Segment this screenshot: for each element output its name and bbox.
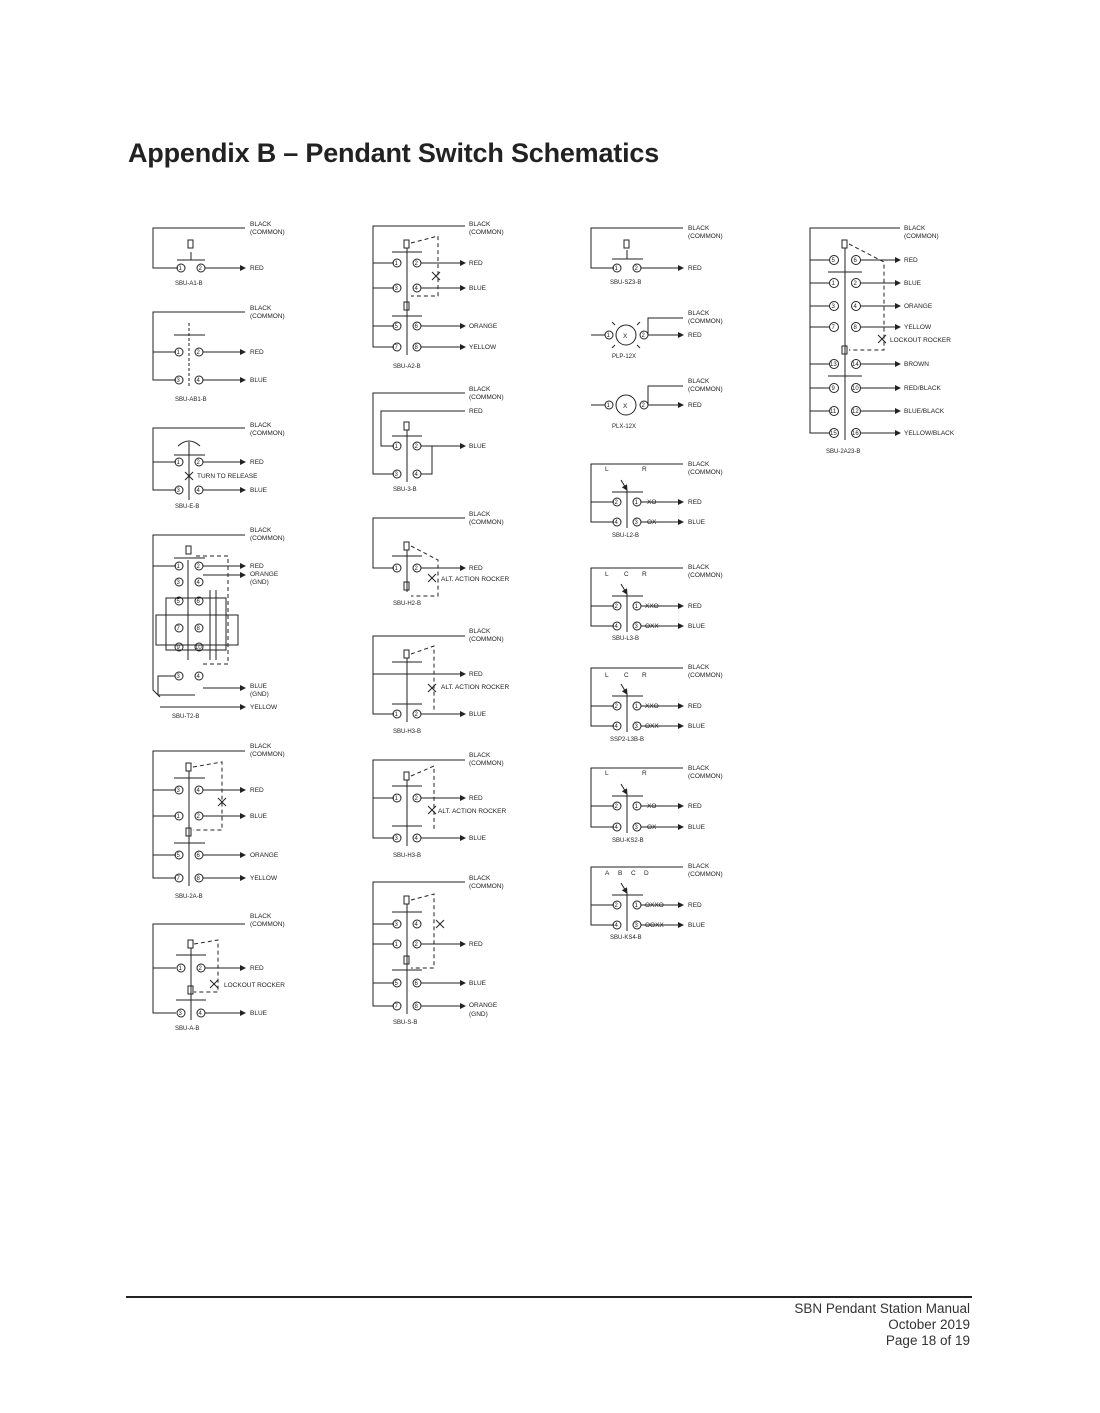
sbu-ks4-b-code-1: OXXO: [645, 902, 664, 909]
sbu-2a23-b-yellow-black-label: YELLOW/BLACK: [904, 430, 955, 437]
terminal-number: 3: [634, 923, 638, 929]
terminal-number: 6: [196, 853, 200, 859]
terminal-number: 4: [414, 836, 418, 842]
sbu-2a-b-black-label: BLACK: [250, 743, 272, 750]
sbu-2a23-b-black-label: BLACK: [904, 225, 926, 232]
terminal-number: 1: [394, 942, 398, 948]
plx-12x-common-label: (COMMON): [688, 386, 723, 393]
terminal-number: 1: [606, 403, 610, 409]
terminal-number: 2: [414, 712, 418, 718]
terminal-number: 4: [198, 1011, 202, 1017]
sbu-a-b-red-label: RED: [250, 965, 264, 972]
sbu-l3-b-common-label: (COMMON): [688, 572, 723, 579]
sbu-3-b-caption: SBU-3-B: [393, 487, 417, 493]
ssp2-l3b-b-common-label: (COMMON): [688, 672, 723, 679]
sbu-s-b-blue-label: BLUE: [469, 980, 486, 987]
plp-12x-lamp-symbol: X: [623, 333, 628, 340]
schematic-sbu-a2-b: [373, 226, 465, 355]
sbu-a2-b-orange-label: ORANGE: [469, 323, 498, 330]
sbu-2a23-b-brown-label: BROWN: [904, 361, 929, 368]
sbu-s-b-orange-label: ORANGE: [469, 1002, 498, 1009]
terminal-number: 1: [634, 704, 638, 710]
sbu-s-b-red-label: RED: [469, 941, 483, 948]
sbu-3-b-red-label: RED: [469, 408, 483, 415]
sbu-2a23-b-blue-label: BLUE: [904, 280, 921, 287]
sbu-a-b-blue-label: BLUE: [250, 1010, 267, 1017]
plx-12x-lamp-symbol: X: [623, 403, 628, 410]
sbu-t2-b-red-label: RED: [250, 563, 264, 570]
sbu-a2-b-blue-label: BLUE: [469, 285, 486, 292]
sbu-h3-b-red-label: RED: [469, 671, 483, 678]
ssp2-l3b-b-pos-r: R: [642, 672, 647, 679]
sbu-l2-b-pos-l: L: [605, 466, 609, 473]
terminal-number: 9: [831, 386, 835, 392]
sbu-ks2-b-caption: SBU-KS2-B: [612, 838, 644, 844]
sbu-l2-b-red-label: RED: [688, 499, 702, 506]
sbu-ks2-b-common-label: (COMMON): [688, 773, 723, 780]
sbu-2a23-b-red-black-label: RED/BLACK: [904, 385, 941, 392]
terminal-number: 4: [196, 378, 200, 384]
sbu-l3-b-pos-r: R: [642, 571, 647, 578]
sbu-ks2-b-red-label: RED: [688, 803, 702, 810]
sbu-ab1-b-blue-label: BLUE: [250, 377, 267, 384]
sbu-s-b-gnd-label: (GND): [469, 1011, 488, 1018]
sbu-l3-b-caption: SBU-L3-B: [612, 636, 640, 642]
page-footer: [794, 1301, 970, 1349]
terminal-number: 1: [634, 804, 638, 810]
sbu-ks4-b-pos-c: C: [631, 870, 636, 877]
ssp2-l3b-b-black-label: BLACK: [688, 664, 710, 671]
sbu-e-b-note: TURN TO RELEASE: [197, 473, 258, 480]
sbu-a2-b-yellow-label: YELLOW: [469, 344, 497, 351]
terminal-number: 2: [641, 403, 645, 409]
terminal-number: 1: [176, 350, 180, 356]
sbu-ab1-b-red-label: RED: [250, 349, 264, 356]
plx-12x-red-label: RED: [688, 402, 702, 409]
sbu-ks4-b-common-label: (COMMON): [688, 871, 723, 878]
terminal-number: 12: [852, 409, 859, 415]
sbu-h3-b-note: ALT. ACTION ROCKER: [441, 684, 510, 691]
plx-12x-black-label: BLACK: [688, 378, 710, 385]
ssp2-l3b-b-caption: SSP2-L3B-B: [610, 737, 645, 743]
terminal-number: 1: [394, 444, 398, 450]
sbu-2a-b-yellow-label: YELLOW: [250, 875, 278, 882]
sbu-2a23-b-yellow-label: YELLOW: [904, 324, 932, 331]
terminal-number: 3: [176, 378, 180, 384]
footer-manual-title: SBN Pendant Station Manual: [794, 1301, 970, 1316]
terminal-number: 1: [176, 814, 180, 820]
terminal-number: 4: [853, 304, 857, 310]
sbu-a1-b-black-label: BLACK: [250, 221, 272, 228]
sbu-h3-b-alt-black-label: BLACK: [469, 752, 491, 759]
terminal-number: 9: [176, 645, 180, 651]
terminal-number: 2: [414, 261, 418, 267]
sbu-ks4-b-caption: SBU-KS4-B: [610, 935, 642, 941]
terminal-number: 6: [414, 981, 418, 987]
sbu-t2-b-caption: SBU-T2-B: [172, 714, 200, 720]
footer-date: October 2019: [888, 1317, 970, 1332]
sbu-2a23-b-common-label: (COMMON): [904, 233, 939, 240]
sbu-l2-b-caption: SBU-L2-B: [612, 533, 640, 539]
terminal-number: 5: [176, 599, 180, 605]
sbu-t2-b-gnd-label: (GND): [250, 579, 269, 586]
terminal-number: 3: [394, 286, 398, 292]
sbu-ks4-b-pos-d: D: [644, 870, 649, 877]
sbu-l2-b-code-1: XO: [647, 499, 657, 506]
sbu-l2-b-common-label: (COMMON): [688, 469, 723, 476]
terminal-number: 1: [831, 281, 835, 287]
terminal-number: 4: [414, 922, 418, 928]
ssp2-l3b-b-code-2: OXX: [645, 723, 659, 730]
terminal-number: 1: [178, 266, 182, 272]
sbu-ks2-b-blue-label: BLUE: [688, 824, 705, 831]
terminal-number: 2: [196, 814, 200, 820]
terminal-number: 13: [830, 362, 837, 368]
sbu-e-b-caption: SBU-E-B: [175, 504, 200, 510]
sbu-sz3-b-caption: SBU-SZ3-B: [610, 280, 642, 286]
schematic-sbu-ks2-b: [591, 768, 683, 833]
ssp2-l3b-b-red-label: RED: [688, 703, 702, 710]
sbu-t2-b-blue-label: BLUE: [250, 683, 267, 690]
sbu-2a-b-common-label: (COMMON): [250, 751, 285, 758]
schematic-sbu-l2-b: [591, 464, 683, 528]
terminal-number: 3: [394, 472, 398, 478]
terminal-number: 1: [634, 500, 638, 506]
terminal-number: 8: [196, 876, 200, 882]
sbu-l2-b-black-label: BLACK: [688, 461, 710, 468]
terminal-number: 6: [414, 324, 418, 330]
terminal-number: 8: [414, 345, 418, 351]
sbu-2a23-b-blue-black-label: BLUE/BLACK: [904, 408, 945, 415]
footer-page-number: Page 18 of 19: [885, 1333, 970, 1348]
ssp2-l3b-b-pos-c: C: [624, 672, 629, 679]
sbu-t2-b-orange-label: ORANGE: [250, 571, 279, 578]
sbu-h2-b-caption: SBU-H2-B: [393, 601, 422, 607]
sbu-ks2-b-black-label: BLACK: [688, 765, 710, 772]
sbu-2a-b-blue-label: BLUE: [250, 813, 267, 820]
plp-12x-black-label: BLACK: [688, 310, 710, 317]
ssp2-l3b-b-code-1: XXO: [645, 703, 659, 710]
terminal-number: 4: [614, 923, 618, 929]
sbu-e-b-blue-label: BLUE: [250, 487, 267, 494]
sbu-t2-b-yellow-label: YELLOW: [250, 704, 278, 711]
sbu-s-b-common-label: (COMMON): [469, 883, 504, 890]
terminal-number: 3: [394, 836, 398, 842]
schematic-sbu-s-b: [373, 882, 465, 1014]
sbu-ks4-b-black-label: BLACK: [688, 863, 710, 870]
sbu-ks2-b-code-2: OX: [647, 824, 657, 831]
sbu-2a23-b-orange-label: ORANGE: [904, 303, 933, 310]
terminal-number: 2: [634, 266, 638, 272]
terminal-number: 2: [614, 903, 618, 909]
sbu-e-b-common-label: (COMMON): [250, 430, 285, 437]
sbu-l3-b-code-2: OXX: [645, 623, 659, 630]
terminal-number: 1: [606, 333, 610, 339]
sbu-3-b-common-label: (COMMON): [469, 394, 504, 401]
terminal-number: 4: [414, 472, 418, 478]
sbu-h2-b-black-label: BLACK: [469, 511, 491, 518]
terminal-number: 4: [196, 488, 200, 494]
terminal-number: 2: [196, 350, 200, 356]
sbu-l3-b-code-1: XXO: [645, 603, 659, 610]
sbu-l2-b-code-2: OX: [647, 519, 657, 526]
sbu-t2-b-black-label: BLACK: [250, 527, 272, 534]
terminal-number: 15: [830, 431, 837, 437]
terminal-number: 6: [853, 258, 857, 264]
ssp2-l3b-b-blue-label: BLUE: [688, 723, 705, 730]
terminal-number: 3: [178, 1011, 182, 1017]
sbu-2a-b-red-label: RED: [250, 787, 264, 794]
terminal-number: 1: [394, 261, 398, 267]
terminal-number: 5: [394, 981, 398, 987]
sbu-s-b-caption: SBU-S-B: [393, 1020, 418, 1026]
terminal-number: 1: [176, 460, 180, 466]
terminal-number: 4: [614, 724, 618, 730]
sbu-h3-b-common-label: (COMMON): [469, 636, 504, 643]
sbu-h2-b-red-label: RED: [469, 565, 483, 572]
sbu-l3-b-red-label: RED: [688, 603, 702, 610]
terminal-number: 8: [196, 626, 200, 632]
sbu-ks4-b-pos-b: B: [618, 870, 623, 877]
terminal-number: 5: [394, 324, 398, 330]
schematic-plx-12x: [591, 386, 683, 415]
sbu-ks4-b-red-label: RED: [688, 902, 702, 909]
sbu-2a23-b-caption: SBU-2A23-B: [826, 449, 861, 455]
terminal-number: 8: [853, 325, 857, 331]
ssp2-l3b-b-pos-l: L: [605, 672, 609, 679]
terminal-number: 3: [634, 825, 638, 831]
sbu-ks4-b-blue-label: BLUE: [688, 922, 705, 929]
sbu-ks2-b-pos-r: R: [642, 770, 647, 777]
terminal-number: 16: [852, 431, 859, 437]
terminal-number: 5: [831, 258, 835, 264]
terminal-number: 1: [394, 566, 398, 572]
sbu-sz3-b-black-label: BLACK: [688, 225, 710, 232]
sbu-t2-b-common-label: (COMMON): [250, 535, 285, 542]
terminal-number: 2: [614, 604, 618, 610]
terminal-number: 7: [394, 345, 398, 351]
sbu-ks4-b-pos-a: A: [605, 870, 610, 877]
terminal-number: 1: [634, 903, 638, 909]
sbu-h3-b-black-label: BLACK: [469, 628, 491, 635]
sbu-e-b-black-label: BLACK: [250, 422, 272, 429]
page-title: Appendix B – Pendant Switch Schematics: [128, 138, 660, 168]
terminal-number: 14: [852, 362, 859, 368]
terminal-number: 4: [614, 825, 618, 831]
sbu-h3-b-alt-note: ALT. ACTION ROCKER: [438, 808, 507, 815]
terminal-number: 1: [394, 796, 398, 802]
sbu-l3-b-black-label: BLACK: [688, 564, 710, 571]
sbu-h3-b-alt-caption: SBU-H3-B: [393, 853, 422, 859]
terminal-number: 1: [176, 564, 180, 570]
schematic-sbu-h2-b: [373, 518, 465, 596]
terminal-number: 7: [176, 876, 180, 882]
sbu-a-b-black-label: BLACK: [250, 913, 272, 920]
sbu-h2-b-note: ALT. ACTION ROCKER: [441, 576, 510, 583]
sbu-ks2-b-pos-l: L: [605, 770, 609, 777]
schematic-plp-12x: [591, 318, 683, 348]
terminal-number: 2: [196, 564, 200, 570]
terminal-number: 2: [198, 266, 202, 272]
terminal-number: 3: [176, 488, 180, 494]
terminal-number: 2: [198, 966, 202, 972]
sbu-a1-b-common-label: (COMMON): [250, 229, 285, 236]
sbu-h3-b-alt-red-label: RED: [469, 795, 483, 802]
terminal-number: 7: [831, 325, 835, 331]
sbu-h3-b-alt-blue-label: BLUE: [469, 835, 486, 842]
sbu-ks4-b-code-2: OOXX: [645, 922, 664, 929]
sbu-l3-b-blue-label: BLUE: [688, 623, 705, 630]
sbu-a1-b-red-label: RED: [250, 265, 264, 272]
terminal-number: 2: [614, 500, 618, 506]
sbu-l3-b-pos-l: L: [605, 571, 609, 578]
terminal-number: 4: [196, 788, 200, 794]
schematic-sbu-h3-b: [373, 636, 465, 722]
terminal-number: 10: [852, 386, 859, 392]
terminal-number: 4: [196, 674, 200, 680]
schematic-sbu-t2-b: [153, 535, 245, 707]
terminal-number: 4: [414, 286, 418, 292]
terminal-number: 4: [614, 624, 618, 630]
sbu-s-b-black-label: BLACK: [469, 875, 491, 882]
sbu-ab1-b-black-label: BLACK: [250, 305, 272, 312]
sbu-l2-b-blue-label: BLUE: [688, 519, 705, 526]
sbu-ab1-b-common-label: (COMMON): [250, 313, 285, 320]
terminal-number: 3: [176, 788, 180, 794]
terminal-number: 2: [614, 704, 618, 710]
terminal-number: 3: [394, 922, 398, 928]
sbu-3-b-blue-label: BLUE: [469, 443, 486, 450]
terminal-number: 1: [394, 712, 398, 718]
terminal-number: 2: [853, 281, 857, 287]
footer-divider: [126, 1296, 972, 1298]
sbu-a1-b-caption: SBU-A1-B: [175, 281, 203, 287]
sbu-ab1-b-caption: SBU-AB1-B: [175, 397, 207, 403]
terminal-number: 2: [414, 444, 418, 450]
terminal-number: 1: [634, 604, 638, 610]
sbu-a2-b-black-label: BLACK: [469, 221, 491, 228]
plp-12x-red-label: RED: [688, 332, 702, 339]
plx-12x-caption: PLX-12X: [612, 424, 637, 430]
sbu-sz3-b-common-label: (COMMON): [688, 233, 723, 240]
terminal-number: 4: [614, 520, 618, 526]
terminal-number: 8: [414, 1004, 418, 1010]
sbu-a2-b-common-label: (COMMON): [469, 229, 504, 236]
sbu-a2-b-caption: SBU-A2-B: [393, 364, 421, 370]
terminal-number: 4: [196, 580, 200, 586]
sbu-sz3-b-red-label: RED: [688, 265, 702, 272]
sbu-l2-b-pos-r: R: [642, 466, 647, 473]
schematic-sbu-a-b: [153, 924, 245, 1020]
terminal-number: 3: [831, 304, 835, 310]
sbu-h3-b-alt-common-label: (COMMON): [469, 760, 504, 767]
terminal-number: 3: [176, 580, 180, 586]
sbu-a-b-caption: SBU-A-B: [175, 1026, 200, 1032]
sbu-2a-b-caption: SBU-2A-B: [175, 894, 203, 900]
terminal-number: 1: [614, 266, 618, 272]
schematic-sbu-3-b: [373, 393, 465, 482]
terminal-number: 7: [176, 626, 180, 632]
plp-12x-common-label: (COMMON): [688, 318, 723, 325]
schematic-sbu-h3-b-alt: [373, 760, 465, 846]
sbu-ks2-b-code-1: XO: [647, 803, 657, 810]
terminal-number: 6: [196, 599, 200, 605]
sbu-h3-b-caption: SBU-H3-B: [393, 729, 422, 735]
sbu-a2-b-red-label: RED: [469, 260, 483, 267]
sbu-e-b-red-label: RED: [250, 459, 264, 466]
terminal-number: 1: [178, 966, 182, 972]
terminal-number: 2: [641, 333, 645, 339]
sbu-2a23-b-note: LOCKOUT ROCKER: [890, 337, 951, 344]
terminal-number: 2: [414, 566, 418, 572]
terminal-number: 2: [414, 942, 418, 948]
sbu-l3-b-pos-c: C: [624, 571, 629, 578]
sbu-2a-b-orange-label: ORANGE: [250, 852, 279, 859]
sbu-h2-b-common-label: (COMMON): [469, 519, 504, 526]
sbu-h3-b-blue-label: BLUE: [469, 711, 486, 718]
terminal-number: 2: [414, 796, 418, 802]
terminal-number: 2: [614, 804, 618, 810]
terminal-number: 2: [196, 460, 200, 466]
sbu-2a23-b-red-label: RED: [904, 257, 918, 264]
plp-12x-caption: PLP-12X: [612, 354, 637, 360]
sbu-a-b-note: LOCKOUT ROCKER: [224, 982, 285, 989]
terminal-number: 5: [176, 853, 180, 859]
sbu-t2-b-gnd2-label: (GND): [250, 691, 269, 698]
terminal-number: 3: [176, 674, 180, 680]
terminal-number: 3: [634, 624, 638, 630]
sbu-a-b-common-label: (COMMON): [250, 921, 285, 928]
terminal-number: 10: [195, 645, 202, 651]
terminal-number: 3: [634, 520, 638, 526]
terminal-number: 11: [830, 409, 837, 415]
sbu-3-b-black-label: BLACK: [469, 386, 491, 393]
terminal-number: 3: [634, 724, 638, 730]
terminal-number: 7: [394, 1004, 398, 1010]
